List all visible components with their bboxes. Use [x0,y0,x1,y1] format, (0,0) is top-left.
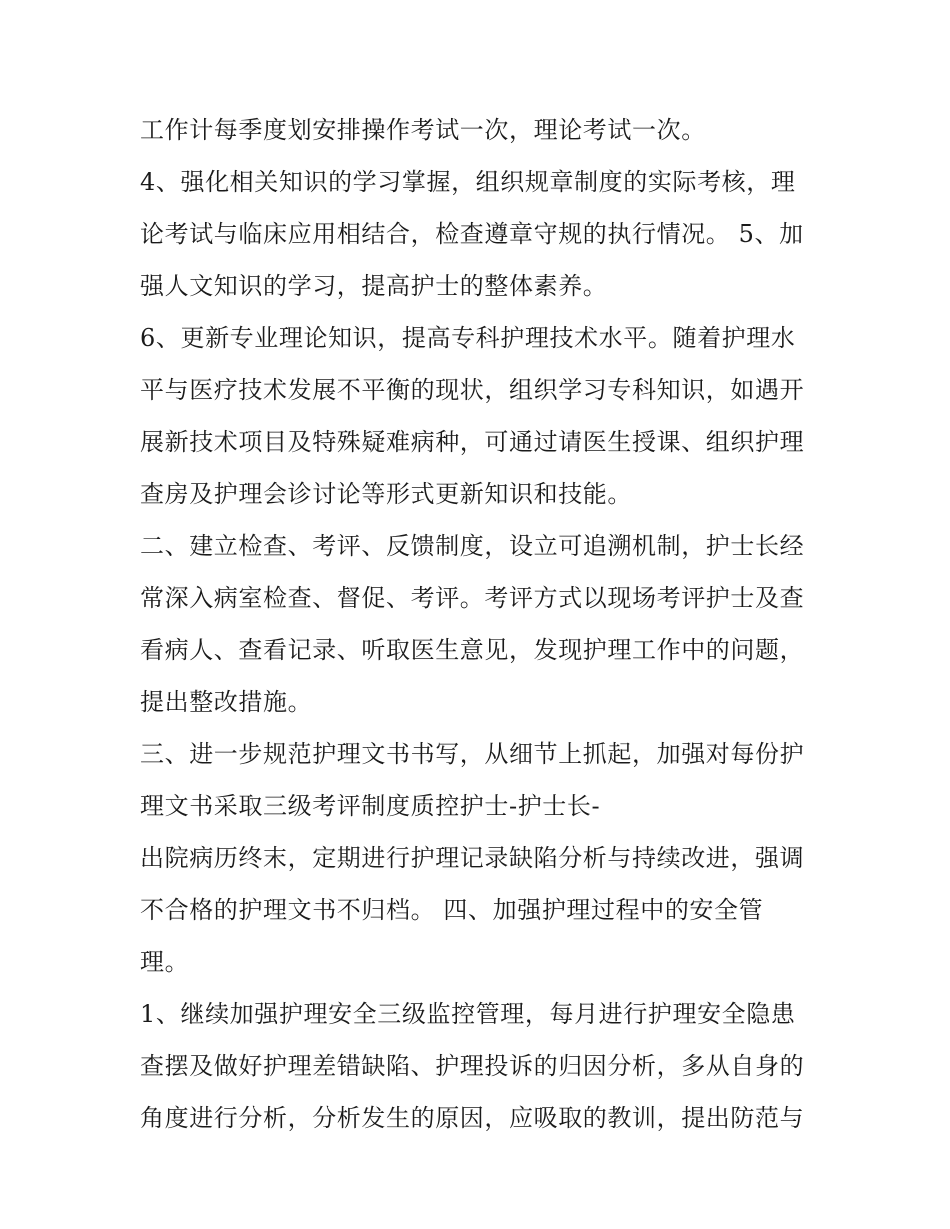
text-line: 提出整改措施。 [140,688,313,716]
text-line: 角度进行分析，分析发生的原因，应吸取的教训，提出防范与 [140,1104,805,1132]
body-text [140,108,820,1148]
text-line: 4、强化相关知识的学习掌握，组织规章制度的实际考核，理 [140,168,796,196]
text-line: 查摆及做好护理差错缺陷、护理投诉的归因分析，多从自身的 [140,1052,805,1080]
text-line: 论考试与临床应用相结合，检查遵章守规的执行情况。 5、加 [140,220,804,248]
text-line: 平与医疗技术发展不平衡的现状，组织学习专科知识，如遇开 [140,376,805,404]
text-line: 工作计每季度划安排操作考试一次，理论考试一次。 [140,116,706,144]
text-line: 展新技术项目及特殊疑难病种，可通过请医生授课、组织护理 [140,428,805,456]
text-line: 二、建立检查、考评、反馈制度，设立可追溯机制，护士长经 [140,532,805,560]
text-line: 1、继续加强护理安全三级监控管理，每月进行护理安全隐患 [140,1000,796,1028]
text-line: 不合格的护理文书不归档。 四、加强护理过程中的安全管 [140,896,764,924]
text-line: 看病人、查看记录、听取医生意见，发现护理工作中的问题， [140,636,805,664]
text-line: 理文书采取三级考评制度质控护士-护士长- [140,792,601,820]
text-line: 三、进一步规范护理文书书写，从细节上抓起，加强对每份护 [140,740,805,768]
text-line: 强人文知识的学习，提高护士的整体素养。 [140,272,608,300]
text-line: 查房及护理会诊讨论等形式更新知识和技能。 [140,480,632,508]
text-line: 常深入病室检查、督促、考评。考评方式以现场考评护士及查 [140,584,805,612]
text-line: 出院病历终末，定期进行护理记录缺陷分析与持续改进，强调 [140,844,805,872]
text-line: 理。 [140,948,190,976]
text-line: 6、更新专业理论知识，提高专科护理技术水平。随着护理水 [140,324,796,352]
